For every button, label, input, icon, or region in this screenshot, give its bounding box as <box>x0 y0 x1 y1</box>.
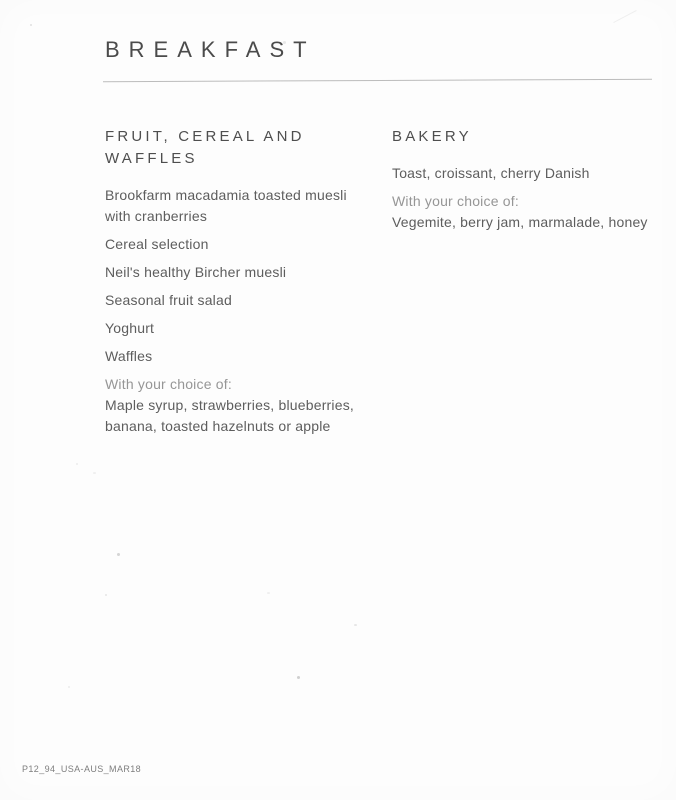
choice-label: With your choice of: <box>392 193 519 209</box>
scan-scratch <box>613 10 636 23</box>
choice-options: Maple syrup, strawberries, blueberries, banana, toasted hazelnuts or apple <box>105 397 355 434</box>
choice-label: With your choice of: <box>105 376 232 392</box>
scan-speck <box>76 463 78 465</box>
choice-options: Vegemite, berry jam, marmalade, honey <box>392 214 648 230</box>
scan-speck <box>297 676 300 679</box>
menu-item: Waffles <box>105 348 153 364</box>
section-heading: BAKERY <box>392 128 472 145</box>
scan-speck <box>105 594 107 596</box>
horizontal-rule <box>103 79 652 82</box>
menu-item: Seasonal fruit salad <box>105 292 232 308</box>
scan-speck <box>30 24 32 26</box>
menu-item: Toast, croissant, cherry Danish <box>392 165 590 181</box>
scan-speck <box>68 686 70 688</box>
section-heading: FRUIT, CEREAL AND WAFFLES <box>105 128 305 167</box>
section-bakery <box>392 126 660 233</box>
menu-item: Cereal selection <box>105 236 209 252</box>
menu-item: Brookfarm macadamia toasted muesli with cranberries <box>105 187 347 224</box>
scan-speck <box>354 624 357 626</box>
menu-item: Neil's healthy Bircher muesli <box>105 264 287 280</box>
page-title: BREAKFAST <box>105 36 316 62</box>
scan-speck <box>93 472 96 474</box>
scan-speck <box>117 553 120 556</box>
section-fruit-cereal-waffles <box>105 126 357 437</box>
scan-speck <box>267 592 270 594</box>
print-code: P12_94_USA-AUS_MAR18 <box>22 764 142 774</box>
scan-speck <box>283 41 286 44</box>
menu-item: Yoghurt <box>105 320 155 336</box>
